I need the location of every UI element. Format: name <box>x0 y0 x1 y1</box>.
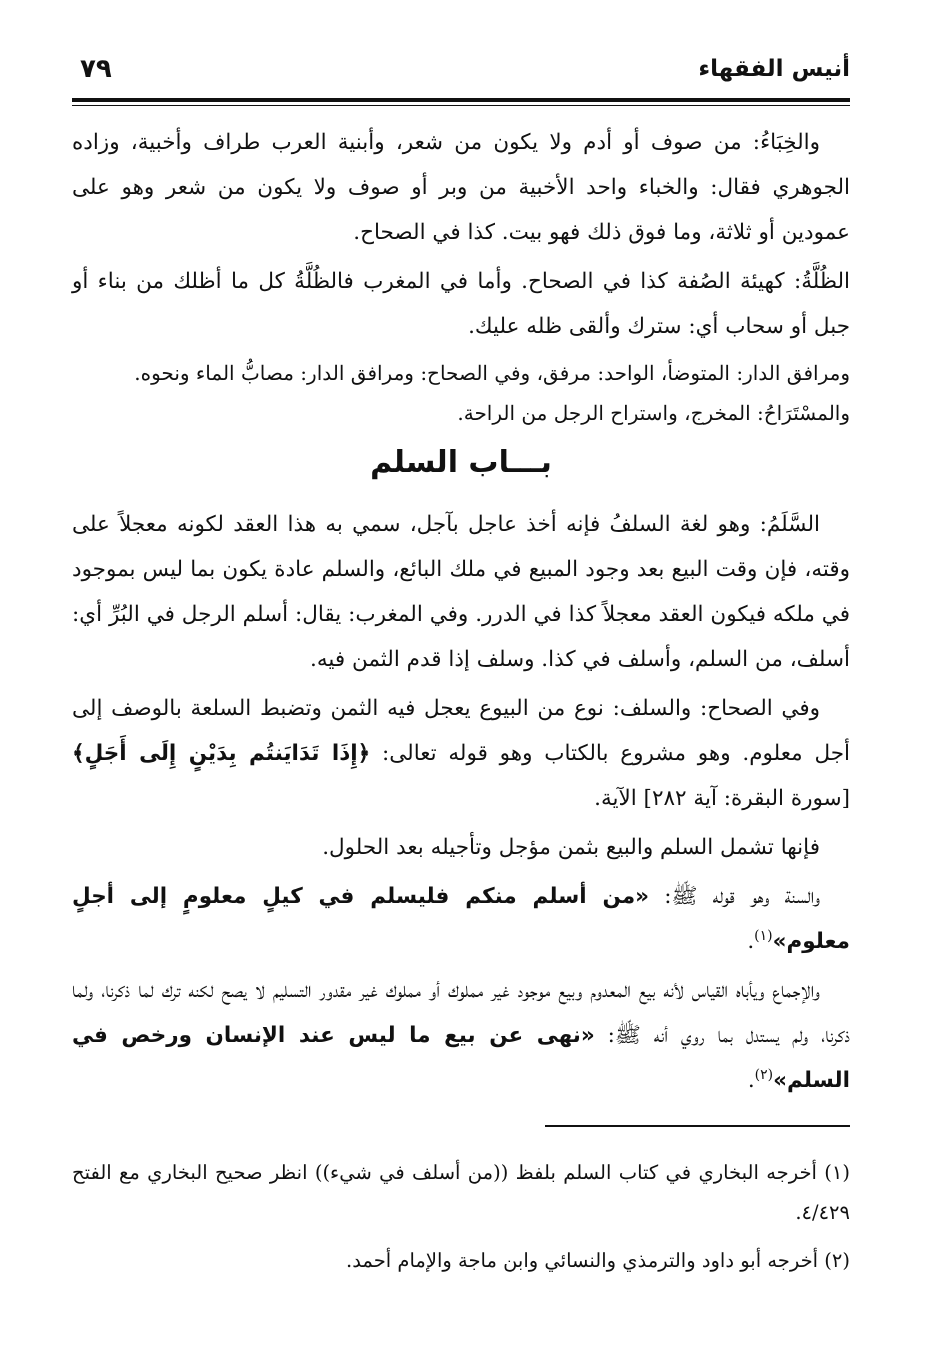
paragraph-khiba-text: : من صوف أو أدم ولا يكون من شعر، وأبنية العرب طراف وأخبية، وزاده الجوهري فقال: والخباء واحد الأخبية من وبر أو صوف ولا يكون من شعر وهو على عمودين أو ثلاثة، وما فوق ذلك فهو بيت. كذا في الصحاح. <box>72 130 850 245</box>
paragraph-marafiq-text: ومرافق الدار: المتوضأ، الواحد: مرفق، وفي الصحاح: ومرافق الدار: مصابُّ الماء ونحوه. <box>134 361 850 385</box>
quran-verse: ﴿إِذَا تَدَايَنتُم بِدَيْنٍ إِلَى أَجَلٍ﴾ <box>72 741 371 766</box>
paragraph-ijma-text-before: والإجماع ويأباه القياس لأنه بيع المعدوم وبيع موجود غير مملوك أو مملوك غير مقدور التسليم لا يصح لكنه ترك لما ذكرنا، ولما ذكرنا، ولم يستدل بما روي أنه ﷺ: <box>72 978 850 1048</box>
paragraph-marafiq <box>72 353 850 393</box>
running-title: أنيس الفقهاء <box>698 56 850 82</box>
term-salam: السَّلَمُ <box>766 512 820 537</box>
paragraph-sunna-text-after: . <box>747 929 755 954</box>
paragraph-khiba <box>72 120 850 255</box>
term-khiba: والخِبَاءُ <box>760 130 820 155</box>
paragraph-sihah-text-after: [سورة البقرة: آية ٢٨٢] الآية. <box>594 786 850 811</box>
paragraph-ijma <box>72 968 850 1103</box>
page-number: ٧٩ <box>80 54 112 84</box>
footnote-ref-2[interactable]: (٢) <box>754 1066 774 1083</box>
header-rule-thin <box>72 105 850 106</box>
paragraph-ijma-text-after: . <box>747 1068 755 1093</box>
paragraph-zulla-text: : كهيئة الصُفة كذا في الصحاح. وأما في المغرب فالظُلَّةُ كل ما أظلك من بناء أو جبل أو سحاب أي: سترك وألقى ظله عليك. <box>72 269 850 339</box>
footnote-2: (٢) أخرجه أبو داود والترمذي والنسائي وابن ماجة والإمام أحمد. <box>346 1249 850 1272</box>
footnote-separator <box>545 1125 850 1127</box>
page-header <box>72 52 850 96</box>
paragraph-mustarah <box>72 393 850 433</box>
paragraph-salam-text: : وهو لغة السلفُ فإنه أخذ عاجل بآجل، سمي به هذا العقد لكونه معجلاً على وقته، فإن وقت البيع بعد وجود المبيع في ملك البائع، والسلم عادة يكون بما ليس بموجود في ملكه فيكون العقد معجلاً كذا في الدرر. وفي المغرب: يقال: أسلم الرجل في البُرِّ أي: أسلف، من السلم، وأسلف في كذا. وسلف إذا قدم الثمن فيه. <box>72 512 850 672</box>
footnote-ref-1[interactable]: (١) <box>754 927 773 944</box>
hadith-text-2: «نهى عن بيع ما ليس عند الإنسان ورخص في السلم» <box>72 1023 850 1093</box>
document-page <box>72 52 850 1342</box>
paragraph-mustarah-text: : المخرج، واستراح الرجل من الراحة. <box>457 401 764 425</box>
section-heading: بـــاب السلم <box>370 445 552 480</box>
paragraph-sihah-text-before: وفي الصحاح: والسلف: نوع من البيوع يعجل فيه الثمن وتضبط السلعة بالوصف إلى أجل معلوم. وهو مشروع بالكتاب وهو قوله تعالى: <box>72 696 850 766</box>
term-mustarah: والمسْتَرَاحُ <box>763 401 850 425</box>
paragraph-salam <box>72 502 850 682</box>
paragraph-tashmal-text: فإنها تشمل السلم والبيع بثمن مؤجل وتأجيله بعد الحلول. <box>322 835 820 860</box>
paragraph-sunna-text-before: والسنة وهو قوله ﷺ: <box>649 884 821 909</box>
term-zulla: الظُلَّةُ <box>801 269 850 294</box>
paragraph-sunna <box>72 874 850 964</box>
paragraph-tashmal <box>72 825 850 870</box>
paragraph-sihah <box>72 686 850 821</box>
header-rule-thick <box>72 98 850 102</box>
footnote-1: (١) أخرجه البخاري في كتاب السلم بلفظ ((من أسلف في شيء)) انظر صحيح البخاري مع الفتح ٤/٤٢٩. <box>72 1161 850 1224</box>
hadith-text-1: «من أسلم منكم فليسلم في كيلٍ معلومٍ إلى أجلٍ معلوم» <box>72 884 850 954</box>
paragraph-zulla <box>72 259 850 349</box>
